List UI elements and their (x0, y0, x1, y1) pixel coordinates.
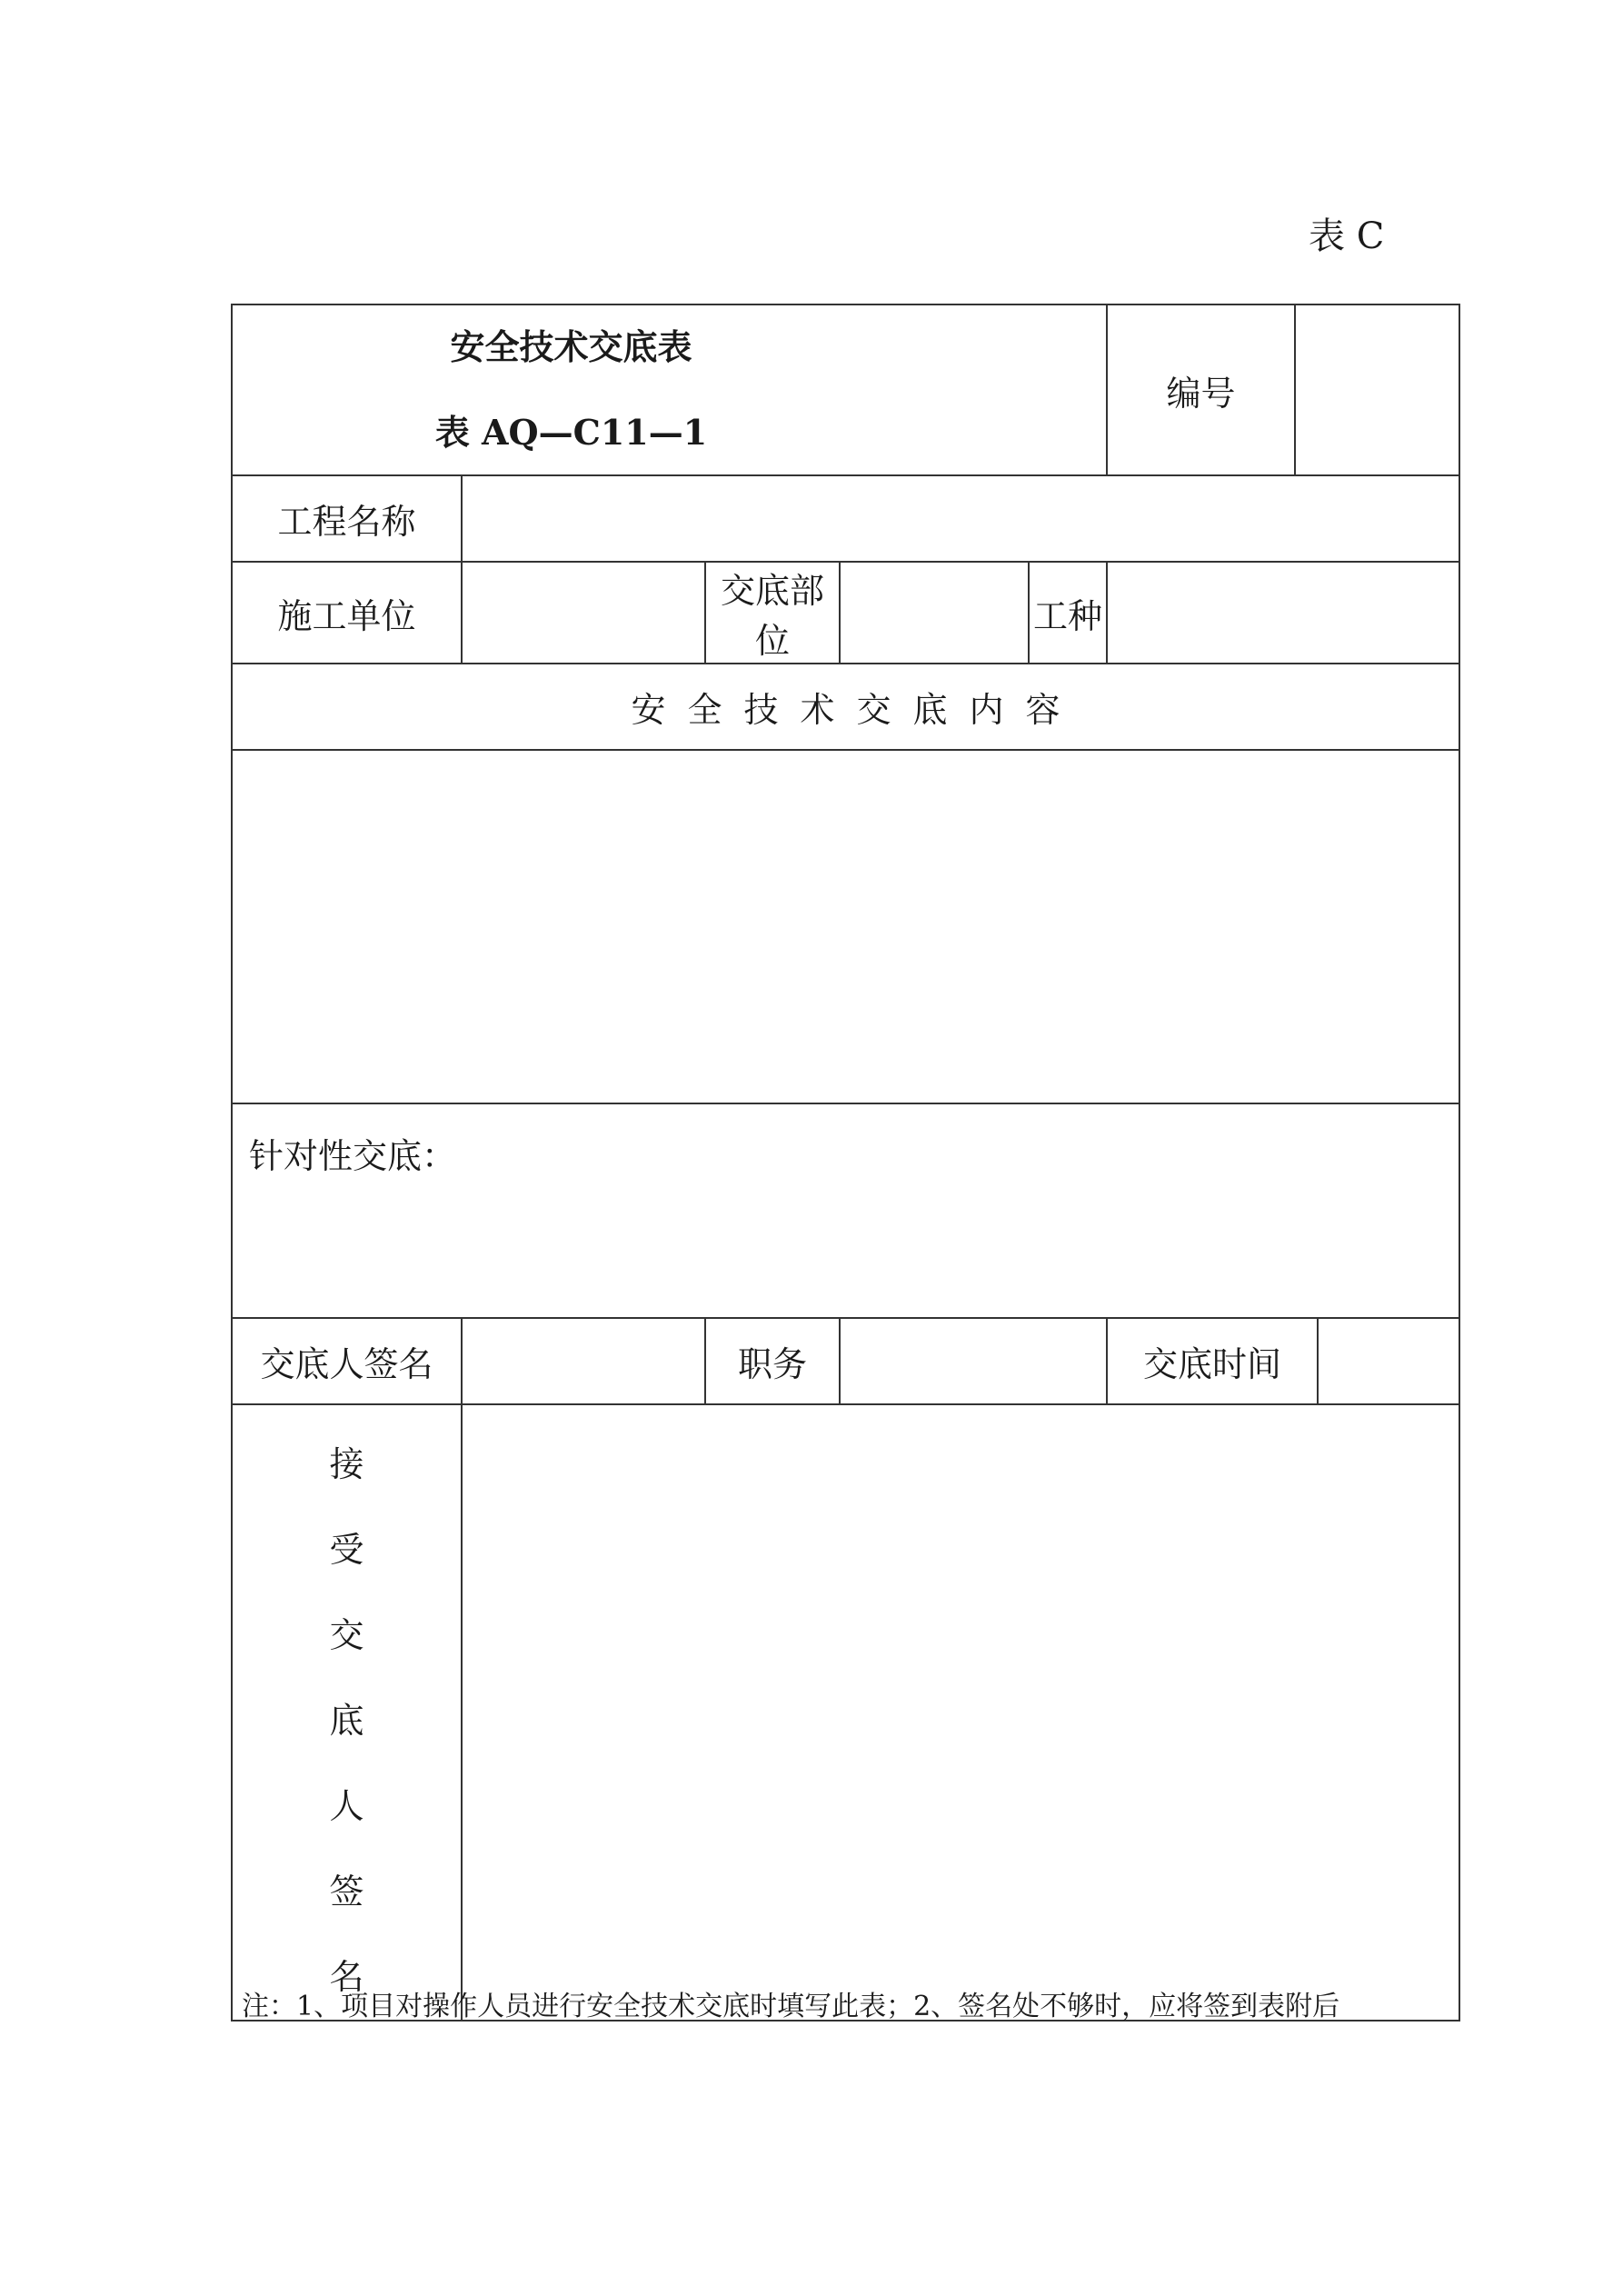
safety-briefing-form (231, 304, 1460, 2021)
targeted-briefing-field[interactable] (232, 1103, 1459, 1318)
trade-field[interactable] (1107, 562, 1459, 664)
targeted-briefing-label: 针对性交底： (249, 1136, 457, 1176)
recipients-label-char: 底 (329, 1701, 364, 1741)
number-field[interactable] (1295, 304, 1459, 475)
recipients-label-char: 交 (329, 1615, 364, 1655)
project-row (232, 475, 1459, 562)
briefing-time-field[interactable] (1318, 1318, 1459, 1404)
content-heading-row (232, 664, 1459, 750)
briefing-part-field[interactable] (840, 562, 1029, 664)
number-label: 编号 (1107, 304, 1295, 475)
recipients-label (232, 1404, 462, 2021)
recipients-label-char: 名 (329, 1957, 364, 1997)
briefing-time-label: 交底时间 (1107, 1318, 1318, 1404)
briefer-signature-field[interactable] (462, 1318, 705, 1404)
corner-form-label: 表 C (1309, 215, 1385, 257)
recipients-label-char: 接 (329, 1444, 364, 1484)
targeted-briefing-row (232, 1103, 1459, 1318)
form-code: 表 AQ—C11—1 (434, 412, 708, 453)
unit-row (232, 562, 1459, 664)
project-name-field[interactable] (462, 475, 1459, 562)
briefing-part-label: 交底部位 (705, 562, 840, 664)
position-field[interactable] (840, 1318, 1107, 1404)
recipients-signature-field[interactable] (462, 1404, 1459, 2021)
signature-row (232, 1318, 1459, 1404)
footnote: 注：1、项目对操作人员进行安全技术交底时填写此表；2、签名处不够时，应将签到表附后 (242, 1991, 1340, 2022)
content-body-row (232, 750, 1459, 1103)
trade-label: 工种 (1029, 562, 1107, 664)
briefer-signature-label: 交底人签名 (232, 1318, 462, 1404)
construction-unit-field[interactable] (462, 562, 705, 664)
recipients-label-char: 签 (329, 1872, 364, 1912)
recipients-label-char: 受 (329, 1530, 364, 1570)
content-body-field[interactable] (232, 750, 1459, 1103)
project-name-label: 工程名称 (232, 475, 462, 562)
form-title-cell (232, 304, 1107, 475)
form-title: 安全技术交底表 (450, 326, 692, 367)
header-row (232, 304, 1459, 475)
position-label: 职务 (705, 1318, 840, 1404)
content-heading: 安全技术交底内容 (232, 664, 1459, 750)
construction-unit-label: 施工单位 (232, 562, 462, 664)
recipients-row (232, 1404, 1459, 2021)
recipients-label-char: 人 (329, 1786, 364, 1826)
